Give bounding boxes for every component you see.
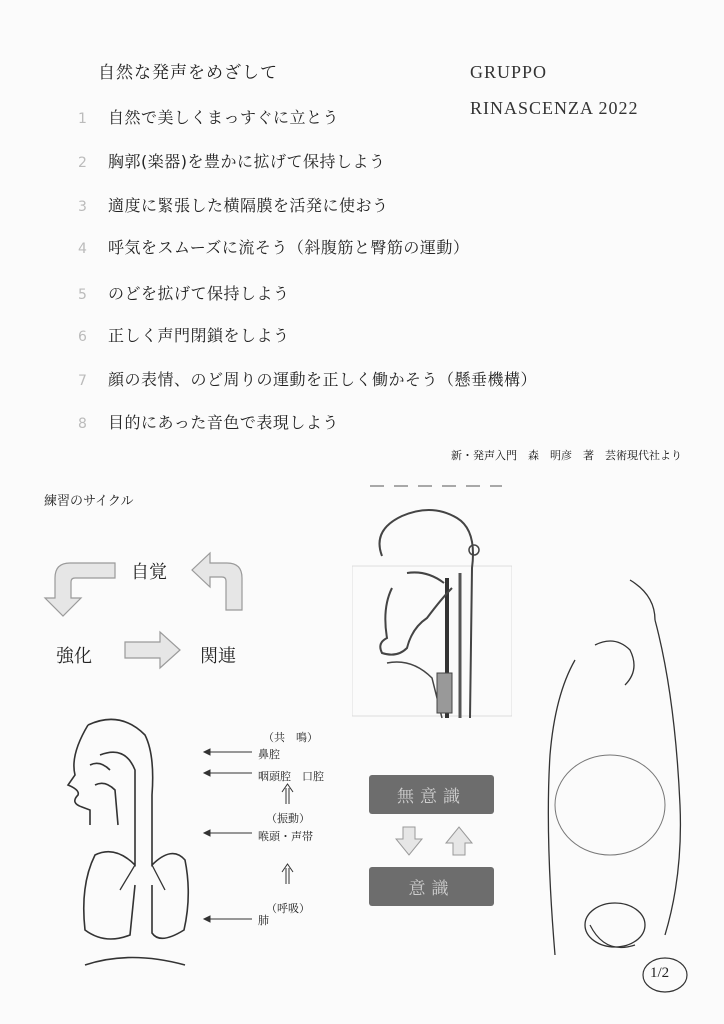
list-number: 8 [78, 416, 88, 432]
list-number: 6 [78, 329, 88, 345]
page-number-circle [640, 955, 690, 995]
cycle-arrow-bottom-icon [125, 632, 180, 668]
list-number: 3 [78, 199, 88, 215]
list-number: 1 [78, 111, 88, 127]
cycle-awareness: 自覚 [131, 562, 167, 583]
list-item [78, 410, 339, 433]
list-item [78, 235, 469, 258]
list-item [78, 281, 290, 304]
list-text: 胸郭(楽器)を豊かに拡げて保持しよう [108, 152, 386, 171]
label-lung: 肺 [258, 914, 269, 927]
unconscious-box: 無意識 [369, 775, 494, 814]
list-text: 適度に緊張した横隔膜を活発に使おう [108, 196, 389, 215]
list-item [78, 105, 339, 128]
group-name: GRUPPO [470, 62, 548, 82]
label-vibration: （振動） [266, 812, 310, 825]
arrow-up-icon [446, 827, 472, 855]
list-text: 顔の表情、のど周りの運動を正しく働かそう（懸垂機構） [108, 370, 538, 389]
list-number: 4 [78, 241, 88, 257]
consciousness-arrows [395, 823, 475, 859]
list-text: 呼気をスムーズに流そう（斜腹筋と臀筋の運動） [108, 238, 470, 257]
body-torso-sketch-image [515, 575, 705, 970]
label-larynx: 喉頭・声帯 [258, 830, 313, 843]
list-number: 7 [78, 373, 88, 389]
list-item [78, 149, 386, 172]
list-item [78, 323, 290, 346]
label-breath: （呼吸） [266, 902, 310, 915]
arrow-down-icon [396, 827, 422, 855]
label-resonance: （共 鳴） [263, 731, 318, 744]
list-item [78, 193, 389, 216]
cycle-arrows [30, 540, 260, 680]
list-number: 2 [78, 155, 88, 171]
cycle-title: 練習のサイクル [44, 494, 134, 509]
vocal-pointer-arrows [200, 740, 310, 940]
conscious-box: 意識 [369, 867, 494, 906]
respiratory-tract-diagram-image [60, 715, 190, 975]
cycle-relation: 関連 [200, 646, 236, 667]
group-name-year: RINASCENZA 2022 [470, 98, 639, 118]
page-title: 自然な発声をめざして [98, 63, 278, 83]
list-text: 正しく声門閉鎖をしよう [108, 326, 290, 345]
label-pharynx-mouth: 咽頭腔 口腔 [258, 770, 324, 783]
cycle-arrow-right-icon [192, 553, 242, 610]
cycle-arrow-left-icon [45, 563, 115, 616]
list-number: 5 [78, 287, 88, 303]
head-cross-section-image [352, 478, 512, 728]
cycle-strengthen: 強化 [56, 646, 92, 667]
source-citation: 新・発声入門 森 明彦 著 芸術現代社より [451, 449, 682, 462]
label-nasal-cavity: 鼻腔 [258, 748, 280, 761]
list-text: 自然で美しくまっすぐに立とう [108, 108, 340, 127]
list-text: のどを拡げて保持しよう [108, 284, 290, 303]
page-number: 1/2 [650, 965, 670, 981]
list-item [78, 367, 537, 390]
list-text: 目的にあった音色で表現しよう [108, 413, 339, 432]
